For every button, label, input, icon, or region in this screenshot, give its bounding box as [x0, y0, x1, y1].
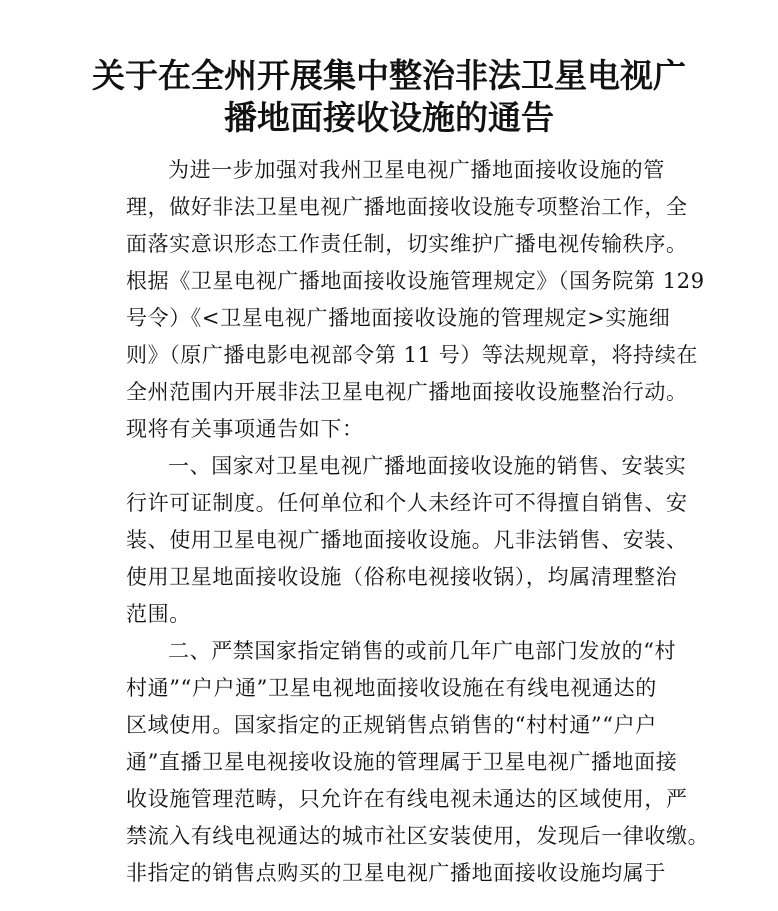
body-line: 行许可证制度。任何单位和个人未经许可不得擅自销售、安 [126, 491, 688, 515]
body-line: 村通”“户户通”卫星电视地面接收设施在有线电视通达的 [126, 676, 657, 700]
body-line: 二、严禁国家指定销售的或前几年广电部门发放的“村 [168, 639, 677, 663]
body-line: 现将有关事项通告如下： [126, 417, 364, 441]
body-line: 则》（原广播电影电视部令第 11 号）等法规规章，将持续在 [126, 343, 698, 367]
body-line: 为进一步加强对我州卫星电视广播地面接收设施的管 [168, 158, 665, 182]
body-line: 根据《卫星电视广播地面接收设施管理规定》（国务院第 129 [126, 269, 705, 293]
body-line: 收设施管理范畴，只允许在有线电视未通达的区域使用，严 [126, 787, 688, 811]
body-line: 装、使用卫星电视广播地面接收设施。凡非法销售、安装、 [126, 528, 688, 552]
document-title-line-1: 关于在全州开展集中整治非法卫星电视广 [92, 56, 686, 95]
body-line: 通”直播卫星电视接收设施的管理属于卫星电视广播地面接 [126, 750, 678, 774]
body-line: 理，做好非法卫星电视广播地面接收设施专项整治工作，全 [126, 195, 688, 219]
body-line: 全州范围内开展非法卫星电视广播地面接收设施整治行动。 [126, 380, 688, 404]
body-line: 区域使用。国家指定的正规销售点销售的“村村通”“户户 [126, 713, 657, 737]
body-line: 使用卫星地面接收设施（俗称电视接收锅），均属清理整治 [126, 565, 678, 589]
body-line: 号令）《<卫星电视广播地面接收设施的管理规定>实施细 [126, 306, 671, 330]
body-line: 非指定的销售点购买的卫星电视广播地面接收设施均属于 [126, 861, 666, 885]
document-title-line-2: 播地面接收设施的通告 [224, 98, 554, 137]
body-line: 范围。 [126, 602, 191, 626]
body-line: 禁流入有线电视通达的城市社区安装使用，发现后一律收缴。 [126, 824, 710, 848]
body-line: 面落实意识形态工作责任制，切实维护广播电视传输秩序。 [126, 232, 688, 256]
body-line: 一、国家对卫星电视广播地面接收设施的销售、安装实 [168, 454, 687, 478]
